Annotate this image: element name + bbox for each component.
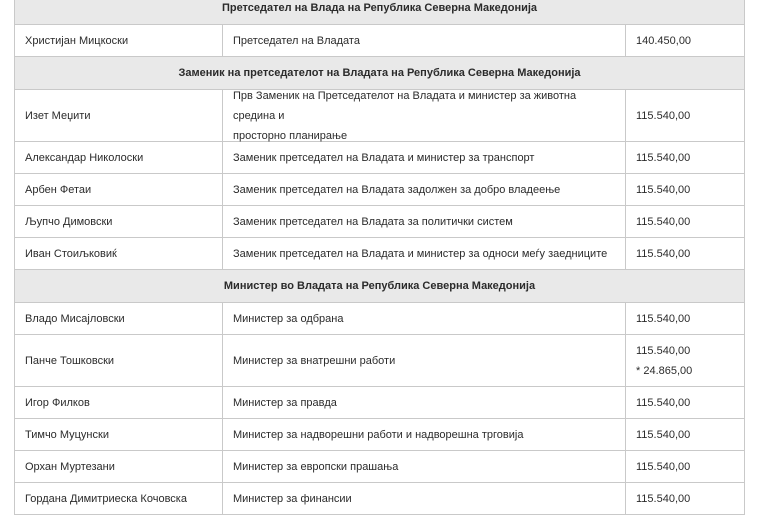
salary-cell: 115.540,00: [626, 303, 745, 335]
salary-cell: 115.540,00: [626, 90, 745, 142]
name-cell: Гордана Димитриеска Кочовска: [15, 483, 223, 515]
table-row: [15, 387, 745, 419]
salary-cell: 115.540,00: [626, 419, 745, 451]
table-row: [15, 206, 745, 238]
salary-cell: 115.540,00: [626, 387, 745, 419]
table-row: [15, 174, 745, 206]
salary-cell: 115.540,00: [626, 483, 745, 515]
table-row: [15, 25, 745, 57]
role-cell: [223, 90, 626, 142]
salary-extra-value: * 24.865,00: [636, 364, 693, 377]
salary-cell: [626, 335, 745, 387]
role-cell: Претседател на Владата: [223, 25, 626, 57]
role-cell: Министер за внатрешни работи: [223, 335, 626, 387]
name-cell: Арбен Фетаи: [15, 174, 223, 206]
section-header-deputies: Заменик на претседателот на Владата на Република Северна Македонија: [15, 57, 745, 90]
name-cell: Игор Филков: [15, 387, 223, 419]
name-cell: Александар Николоски: [15, 142, 223, 174]
role-cell: Министер за надворешни работи и надворешна трговија: [223, 419, 626, 451]
name-cell: Изет Меџити: [15, 90, 223, 142]
role-cell: Министер за финансии: [223, 483, 626, 515]
name-cell: Христијан Мицкоски: [15, 25, 223, 57]
salary-cell: 115.540,00: [626, 238, 745, 270]
role-cell: Заменик претседател на Владата задолжен за добро владеење: [223, 174, 626, 206]
table-row: [15, 238, 745, 270]
name-cell: Владо Мисајловски: [15, 303, 223, 335]
name-cell: Иван Стоиљковиќ: [15, 238, 223, 270]
table-row: [15, 335, 745, 387]
role-line-1: Прв Заменик на Претседателот на Владата и министер за животна средина и: [233, 89, 577, 122]
role-cell: Заменик претседател на Владата и министер за транспорт: [223, 142, 626, 174]
role-cell: Министер за правда: [223, 387, 626, 419]
salary-cell: 115.540,00: [626, 174, 745, 206]
table-row: [15, 483, 745, 515]
salary-table: [14, 0, 745, 515]
table-row: [15, 303, 745, 335]
salary-value: 115.540,00: [636, 344, 691, 357]
table-row: [15, 419, 745, 451]
role-line-2: просторно планирање: [233, 129, 348, 142]
table-row: [15, 90, 745, 142]
table-row: [15, 451, 745, 483]
section-header-president: Претседател на Влада на Република Северна Македонија: [15, 0, 745, 25]
section-header-ministers: Министер во Владата на Република Северна Македонија: [15, 270, 745, 303]
role-cell: Заменик претседател на Владата и министер за односи меѓу заедниците: [223, 238, 626, 270]
role-cell: Заменик претседател на Владата за политички систем: [223, 206, 626, 238]
name-cell: Љупчо Димовски: [15, 206, 223, 238]
salary-cell: 140.450,00: [626, 25, 745, 57]
name-cell: Панче Тошковски: [15, 335, 223, 387]
salary-cell: 115.540,00: [626, 142, 745, 174]
salary-cell: 115.540,00: [626, 206, 745, 238]
role-cell: Министер за одбрана: [223, 303, 626, 335]
table-row: [15, 142, 745, 174]
salary-cell: 115.540,00: [626, 451, 745, 483]
name-cell: Орхан Муртезани: [15, 451, 223, 483]
role-cell: Министер за европски прашања: [223, 451, 626, 483]
name-cell: Тимчо Муцунски: [15, 419, 223, 451]
